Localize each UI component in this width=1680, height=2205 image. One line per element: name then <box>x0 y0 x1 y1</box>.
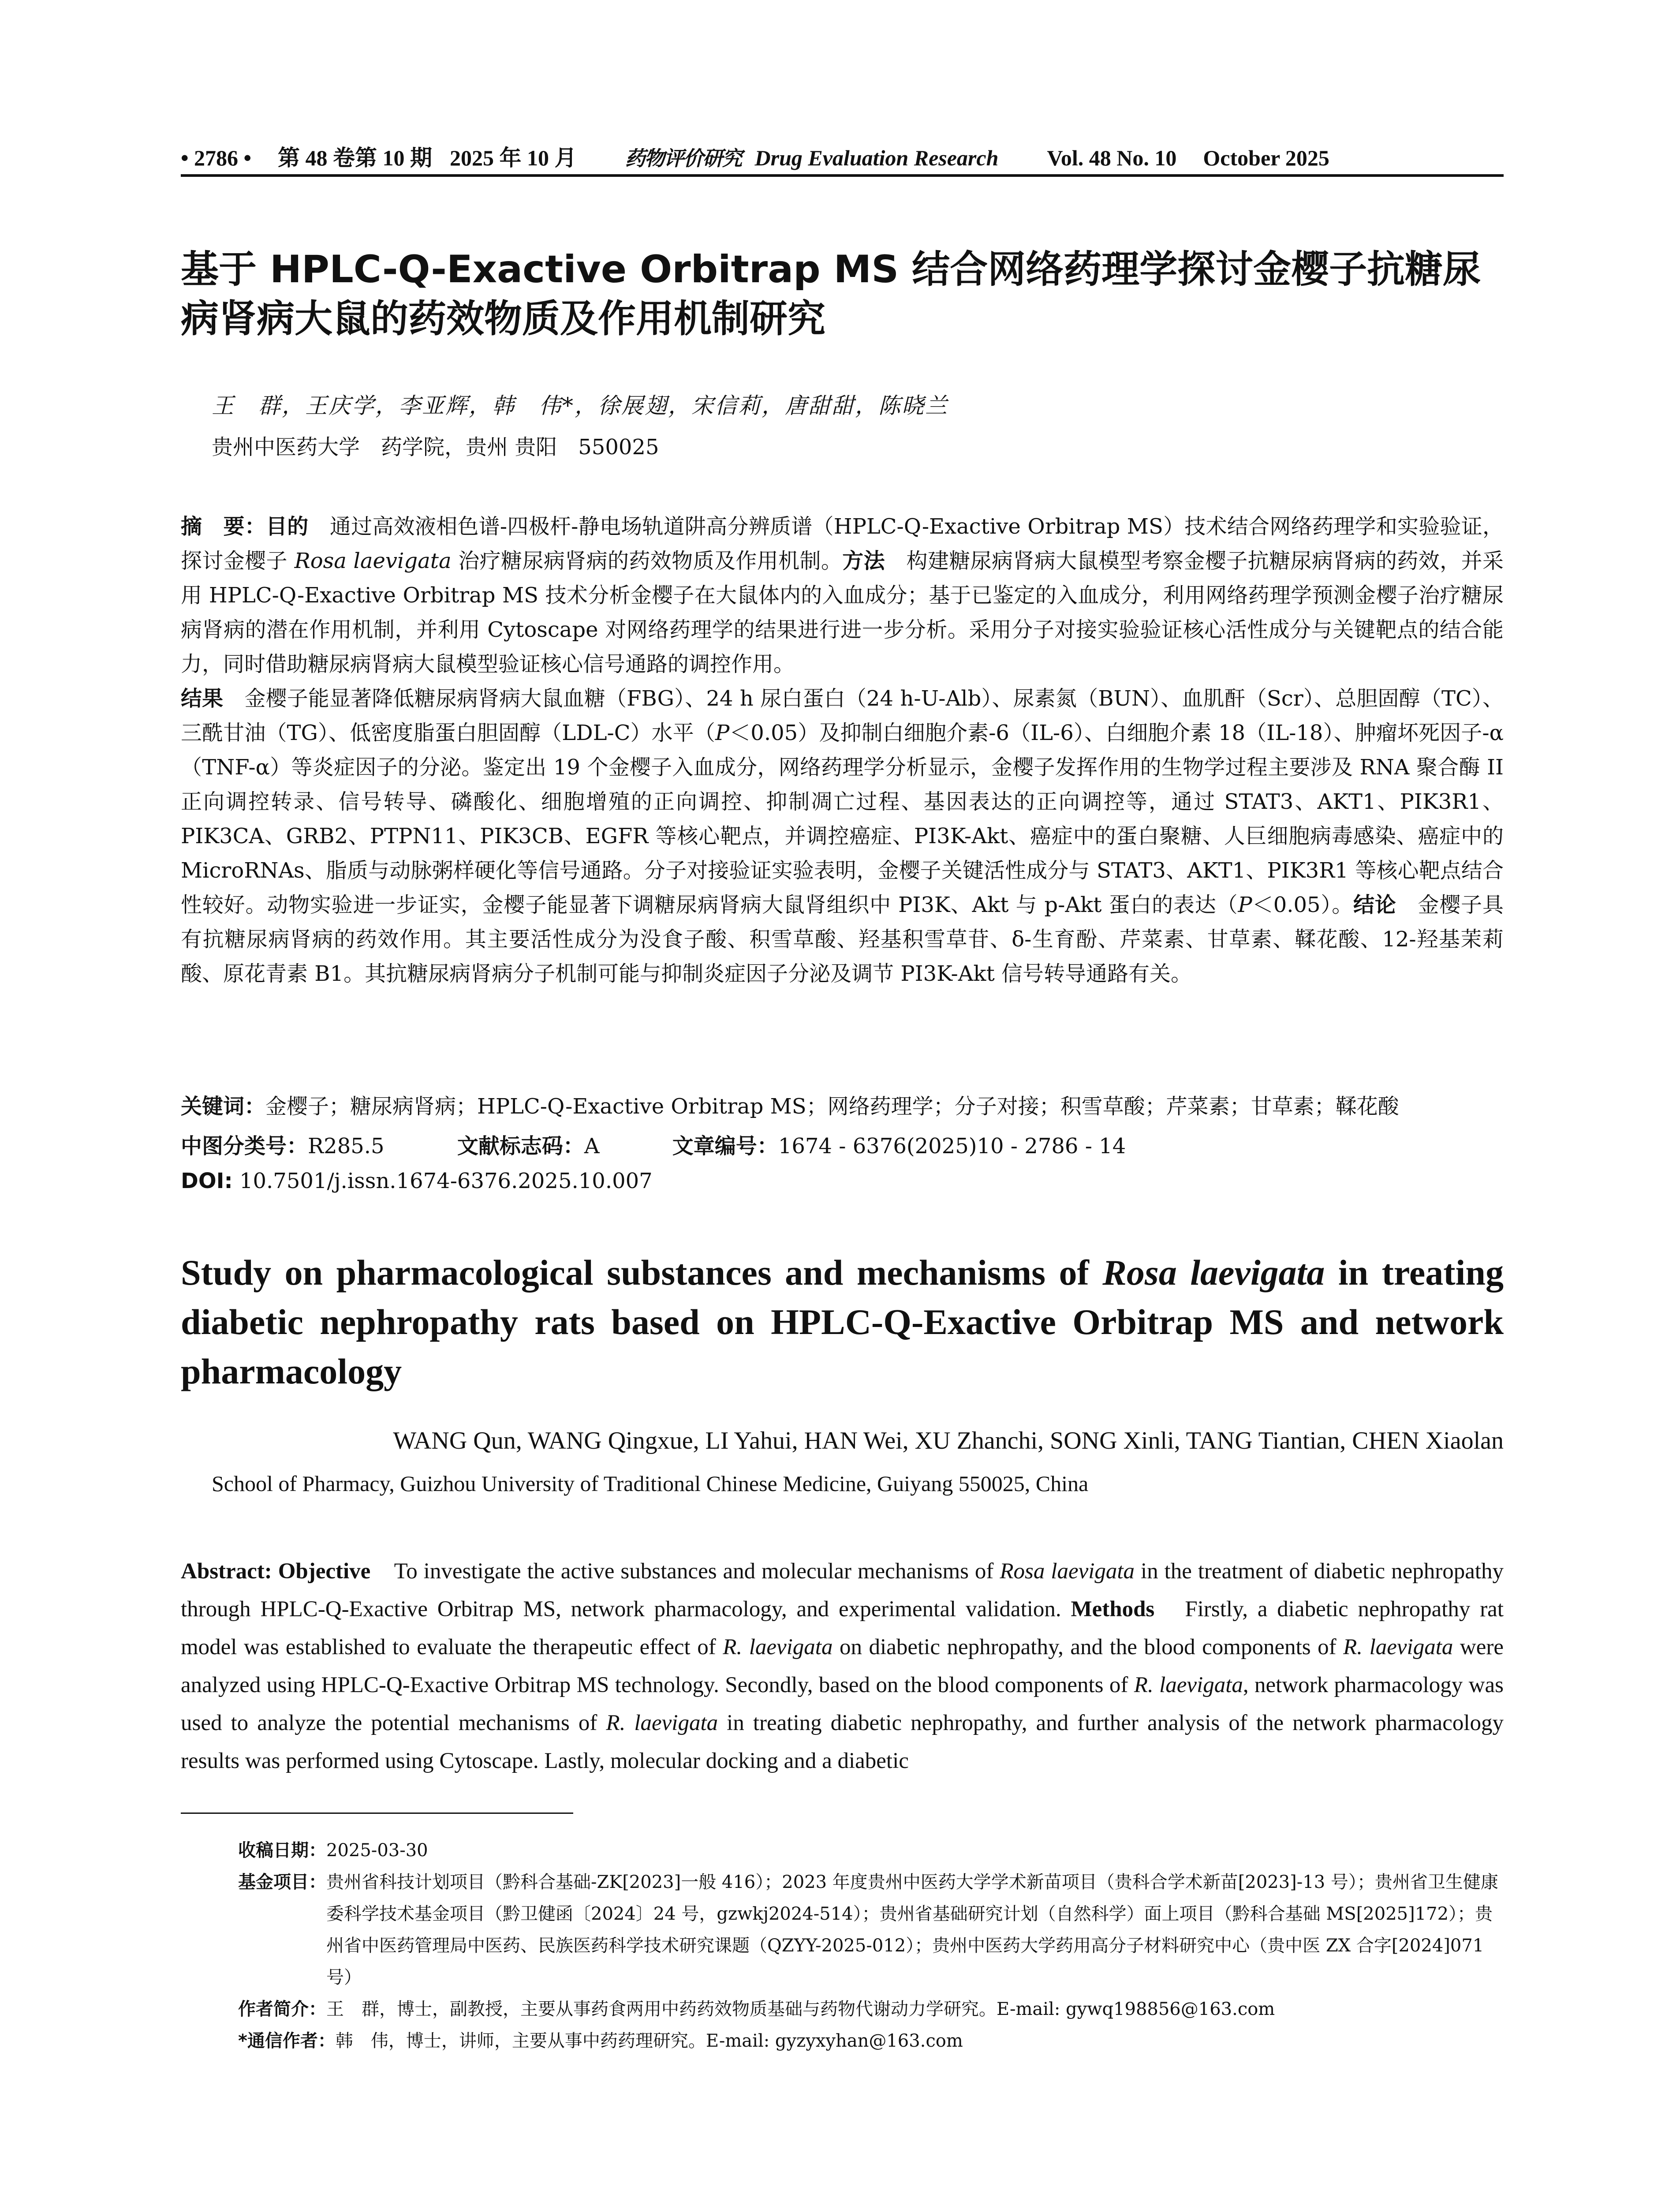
author-bio-value: 王 群，博士，副教授，主要从事药食两用中药药效物质基础与药物代谢动力学研究。E-mail: gywq198856@163.com <box>326 1999 1275 2019</box>
species-name: Rosa laevigata <box>294 549 452 573</box>
author-bio <box>238 1993 1504 2025</box>
species-name: Rosa laevigata <box>1000 1559 1135 1584</box>
corresponding-author <box>238 2025 1504 2057</box>
classification-line <box>181 1129 1504 1159</box>
objective-label: 目的 <box>266 514 309 539</box>
keywords-cn <box>181 1089 1504 1120</box>
date-cn: 2025 年 10 月 <box>450 146 577 170</box>
conclusion-label: 结论 <box>1353 893 1396 917</box>
article-no-label: 文章编号： <box>672 1134 778 1159</box>
keywords-value: 金樱子；糖尿病肾病；HPLC-Q-Exactive Orbitrap MS；网络药理学；分子对接；积雪草酸；芹菜素；甘草素；鞣花酸 <box>265 1094 1399 1119</box>
page-number: • 2786 • <box>181 146 252 170</box>
article-no-value: 1674 - 6376(2025)10 - 2786 - 14 <box>778 1134 1126 1159</box>
journal-name-en: Drug Evaluation Research <box>754 146 999 170</box>
title-en <box>181 1248 1504 1396</box>
running-header <box>181 140 1504 172</box>
species-name: R. laevigata <box>606 1711 718 1735</box>
methods-text: 构建糖尿病肾病大鼠模型考察金樱子抗糖尿病肾病的药效，并采用 HPLC-Q-Exactive Orbitrap MS 技术分析金樱子在大鼠体内的入血成分；基于已鉴定的入血成分，利用网络药理学预测金樱子治疗糖尿病肾病的潜在作用机制，并利用 Cytoscape 对网络药理学的结果进行进一步分析。采用分子对接实验验证核心活性成分与关键靶点的结合能力，同时借助糖尿病肾病大鼠模型验证核心信号通路的调控作用。 <box>181 549 1504 676</box>
species-name: R. laevigata <box>1134 1673 1243 1697</box>
doc-code-value: A <box>584 1134 600 1159</box>
results-label: 结果 <box>181 686 224 711</box>
footnote-divider <box>181 1813 573 1814</box>
title-en-text-end: in treating diabetic nephropathy rats based on HPLC-Q-Exactive Orbitrap MS and network pharmacology <box>181 1252 1504 1391</box>
abstract-en-text: To investigate the active substances and molecular mechanisms of <box>370 1559 1000 1584</box>
journal-logo-icon: 药物评价研究 <box>625 146 742 170</box>
conclusion-text: 金樱子具有抗糖尿病肾病的药效作用。其主要活性成分为没食子酸、积雪草酸、羟基积雪草苷、δ-生育酚、芹菜素、甘草素、鞣花酸、12-羟基茉莉酸、原花青素 B1。其抗糖尿病肾病分子机制可能与抑制炎症因子分泌及调节 PI3K-Akt 信号转导通路有关。 <box>181 893 1504 986</box>
title-en-species: Rosa laevigata <box>1102 1252 1325 1293</box>
abstract-en-text: on diabetic nephropathy, and the blood components of <box>833 1635 1344 1659</box>
fund-label: 基金项目： <box>238 1872 326 1892</box>
footnotes <box>238 1835 1504 2057</box>
affiliation-en: School of Pharmacy, Guizhou University of Traditional Chinese Medicine, Guiyang 550025, China <box>212 1471 1089 1496</box>
objective-text-end: 治疗糖尿病肾病的药效物质及作用机制。 <box>451 549 843 573</box>
doi-value[interactable]: 10.7501/j.issn.1674-6376.2025.10.007 <box>232 1169 653 1193</box>
title-en-text: Study on pharmacological substances and mechanisms of <box>181 1252 1103 1293</box>
abstract-en-text: , network pharmacology was used to analyze the potential mechanisms of <box>181 1673 1504 1735</box>
p-value-symbol: P <box>1238 893 1252 917</box>
methods-label: 方法 <box>842 549 885 573</box>
results-text-2: ＜0.05）及抑制白细胞介素-6（IL-6）、白细胞介素 18（IL-18）、肿瘤坏死因子-α（TNF-α）等炎症因子的分泌。鉴定出 19 个金樱子入血成分，网络药理学分析显示，金樱子发挥作用的生物学过程主要涉及 RNA 聚合酶 II 正向调控转录、信号转导、磷酸化、细胞增殖的正向调控、抑制凋亡过程、基因表达的正向调控等，通过 STAT3、AKT1、PIK3R1、PIK3CA、GRB2、PTPN11、PIK3CB、EGFR 等核心靶点，并调控癌症、PI3K-Akt、癌症中的蛋白聚糖、人巨细胞病毒感染、癌症中的 MicroRNAs、脂质与动脉粥样硬化等信号通路。分子对接验证实验表明，金樱子关键活性成分与 STAT3、AKT1、PIK3R1 等核心靶点结合性较好。动物实验进一步证实，金樱子能显著下调糖尿病肾病大鼠肾组织中 PI3K、Akt 与 p-Akt 蛋白的表达（ <box>181 721 1504 917</box>
species-name: R. laevigata <box>1343 1635 1453 1659</box>
title-cn: 基于 HPLC-Q-Exactive Orbitrap MS 结合网络药理学探讨金樱子抗糖尿病肾病大鼠的药效物质及作用机制研究 <box>181 247 1481 341</box>
received-value: 2025-03-30 <box>326 1840 428 1861</box>
clc-label: 中图分类号： <box>181 1134 308 1159</box>
p-value-symbol: P <box>715 721 730 745</box>
received-label: 收稿日期： <box>238 1840 326 1861</box>
abstract-en-text: were analyzed using HPLC-Q-Exactive Orbitrap MS technology. Secondly, based on the blood components of <box>181 1635 1504 1697</box>
affiliation-cn: 贵州中医药大学 药学院，贵州 贵阳 550025 <box>212 435 659 460</box>
objective-text: 通过高效液相色谱-四极杆-静电场轨道阱高分辨质谱（HPLC-Q-Exactive Orbitrap MS）技术结合网络药理学和实验验证，探讨金樱子 <box>181 514 1504 573</box>
doc-code-label: 文献标志码： <box>457 1134 584 1159</box>
abstract-en-text: in the treatment of diabetic nephropathy through HPLC-Q-Exactive Orbitrap MS, network pharmacology, and experimental validation. <box>181 1559 1504 1622</box>
authors-en: WANG Qun, WANG Qingxue, LI Yahui, HAN Wei, XU Zhanchi, SONG Xinli, TANG Tiantian, CHEN Xiaolan <box>393 1427 1504 1454</box>
abstract-label: 摘 要： <box>181 514 266 539</box>
date-en: October 2025 <box>1203 146 1329 170</box>
corresponding-label: *通信作者： <box>238 2031 336 2051</box>
abstract-en-text: in treating diabetic nephropathy, and further analysis of the network pharmacology results was performed using Cytoscape. Lastly, molecular docking and a diabetic <box>181 1711 1504 1773</box>
results-text-3: ＜0.05）。 <box>1252 893 1354 917</box>
clc-value: R285.5 <box>308 1134 385 1159</box>
abstract-en <box>181 1552 1504 1780</box>
methods-en-label: Methods <box>1071 1597 1155 1622</box>
volume-issue-en: Vol. 48 No. 10 <box>1047 146 1177 170</box>
authors-cn: 王 群，王庆学，李亚辉，韩 伟*，徐展翅，宋信莉，唐甜甜，陈晓兰 <box>212 393 948 419</box>
fund-projects <box>238 1866 1504 1993</box>
fund-value: 贵州省科技计划项目（黔科合基础-ZK[2023]一般 416）；2023 年度贵州中医药大学学术新苗项目（贵科合学术新苗[2023]-13 号）；贵州省卫生健康委科学技术基金项目（黔卫健函〔2024〕24 号，gzwkj2024-514）；贵州省基础研究计划（自然科学）面上项目（黔科合基础 MS[2025]172）；贵州省中医药管理局中医药、民族医药科学技术研究课题（QZYY-2025-012）；贵州中医药大学药用高分子材料研究中心（贵中医 ZX 合字[2024]071 号） <box>326 1872 1498 1988</box>
abstract-en-text: Firstly, a diabetic nephropathy rat model was established to evaluate the therapeutic effect of <box>181 1597 1504 1659</box>
received-date <box>238 1835 1504 1866</box>
header-divider <box>181 174 1504 177</box>
keywords-label: 关键词： <box>181 1094 266 1119</box>
issue-cn: 第 48 卷第 10 期 <box>278 146 433 170</box>
abstract-cn <box>181 509 1504 991</box>
species-name: R. laevigata <box>723 1635 833 1659</box>
doi-label: DOI: <box>181 1169 233 1193</box>
corresponding-value: 韩 伟，博士，讲师，主要从事中药药理研究。E-mail: gyzyxyhan@163.com <box>335 2031 963 2051</box>
abstract-en-label: Abstract: Objective <box>181 1559 371 1584</box>
doi-line <box>181 1169 1504 1193</box>
results-text: 金樱子能显著降低糖尿病肾病大鼠血糖（FBG）、24 h 尿白蛋白（24 h-U-Alb）、尿素氮（BUN）、血肌酐（Scr）、总胆固醇（TC）、三酰甘油（TG）、低密度脂蛋白胆固醇（LDL-C）水平（ <box>181 686 1504 745</box>
author-bio-label: 作者简介： <box>238 1999 326 2019</box>
